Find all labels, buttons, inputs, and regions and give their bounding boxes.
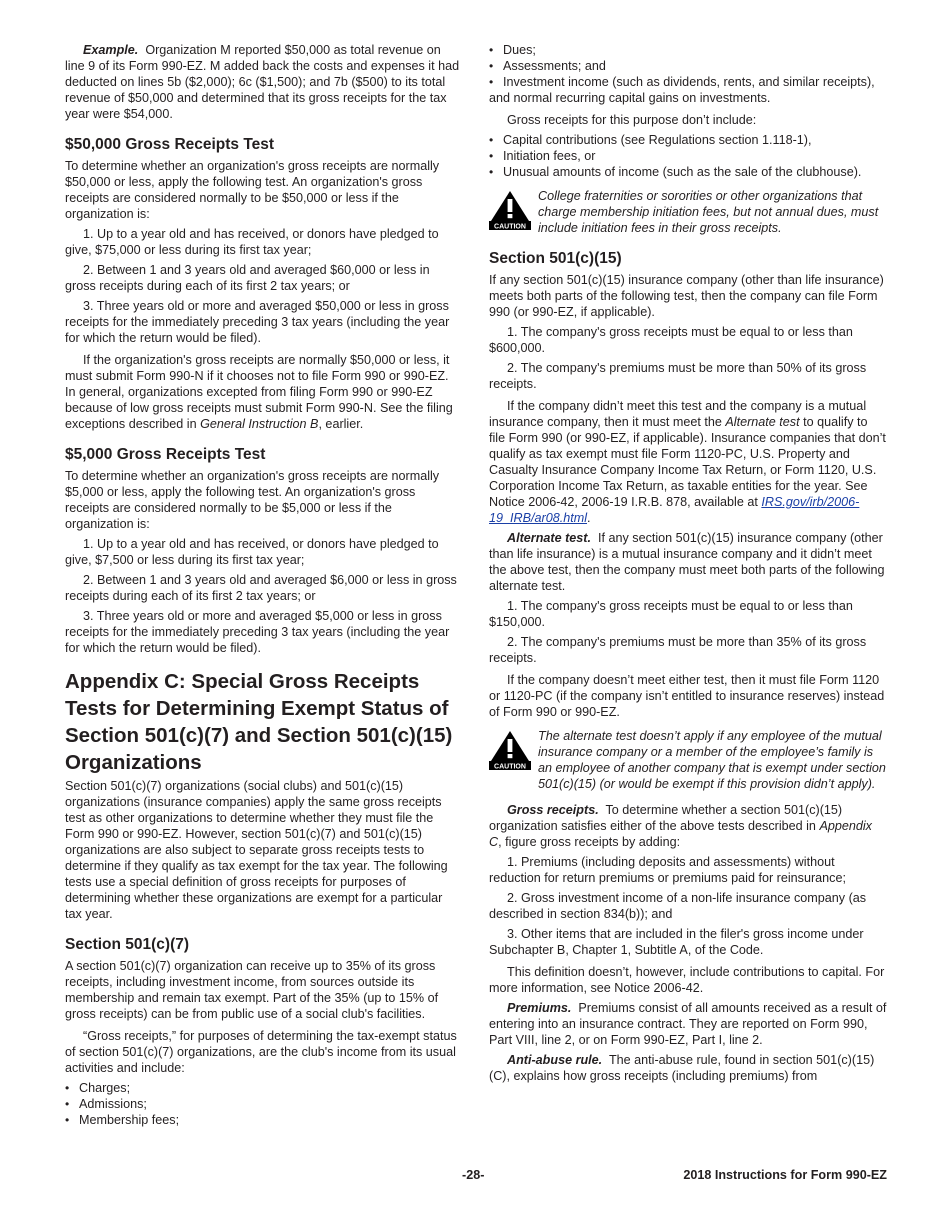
test-5k-heading: $5,000 Gross Receipts Test: [65, 446, 266, 463]
income-bullet-list-cont: [489, 42, 887, 106]
test-50k-intro: To determine whether an organization's gross receipts are normally $50,000 or less, apply the following test. An organization's gross receipts are considered normally to be $50,000 or less if the organization is:: [65, 159, 440, 221]
test-50k-item: 2. Between 1 and 3 years old and averaged $60,000 or less in gross receipts during each of its first 2 tax years; or: [65, 263, 430, 293]
section-501c7-heading: Section 501(c)(7): [65, 936, 190, 953]
list-item: • Admissions;: [65, 1096, 461, 1112]
caution-label: CAUTION: [494, 763, 526, 770]
caution-note-fraternities: [489, 188, 887, 236]
test-item: 1. The company's gross receipts must be equal to or less than $600,000.: [489, 325, 853, 355]
page-footer: [65, 1168, 887, 1186]
caution-icon: [489, 190, 531, 230]
gross-receipts-item: 3. Other items that are included in the filer's gross income under Subchapter B, Chapter 1, Subtitle A, of the Code.: [489, 927, 864, 957]
gross-receipts-item: 2. Gross investment income of a non-life insurance company (as described in section 834(b)); and: [489, 891, 867, 921]
section-501c15-intro: If any section 501(c)(15) insurance company (other than life insurance) meets both parts of the following test, then the company can file Form 990 (or 990-EZ, if applicable).: [489, 273, 884, 319]
caution-label: CAUTION: [494, 223, 526, 230]
list-item: • Charges;: [65, 1080, 461, 1096]
irs-notice-link[interactable]: IRS.gov/irb/2006-19_IRB/ar08.html: [489, 495, 860, 525]
example-lead: Example.: [83, 43, 139, 57]
anti-abuse-lead: Anti-abuse rule.: [507, 1053, 603, 1067]
alternate-test-lead: Alternate test.: [507, 531, 591, 545]
caution-note-alternate-test: [489, 728, 887, 792]
caution-text: College fraternities or sororities or other organizations that charge membership initiation fees, but not annual dues, must include initiation fees in their gross receipts.: [538, 189, 879, 235]
definition-paragraph: This definition doesn’t, however, include contributions to capital. For more information, see Notice 2006-42.: [489, 965, 885, 995]
exclusions-bullet-list: [489, 132, 887, 180]
alt-test-item: 1. The company's gross receipts must be equal to or less than $150,000.: [489, 599, 853, 629]
gross-receipts-lead: Gross receipts.: [507, 803, 599, 817]
appendix-c-ref: Appendix C: [489, 819, 872, 849]
page-number: -28-: [462, 1168, 485, 1182]
appendix-c-intro: Section 501(c)(7) organizations (social clubs) and 501(c)(15) organizations (insurance companies) apply the same gross receipts test as other organizations to determine whether they must file the Form 990 or 990-EZ. However, section 501(c)(7) and 501(c)(15) organizations are also subject to separate gross receipts tests to determine if they qualify as tax exempt for the tax year. The following tests use a special definition of gross receipts for purposes of determining whether these organizations are exempt for a particular tax year.: [65, 779, 448, 921]
neither-test-paragraph: If the company doesn’t meet either test, then it must file Form 1120 or 1120-PC (if the company isn’t entitled to insurance reserves) instead of Form 990 or 990-EZ.: [489, 673, 885, 719]
test-50k-paragraph: If the organization's gross receipts are normally $50,000 or less, it must submit Form 990-N if it chooses not to file Form 990 or 990-EZ. In general, organizations excepted from filing Form 990 or 990-EZ because of low gross receipts must submit Form 990-N. See the filing exceptions described in General Instruction B, earlier.: [65, 353, 453, 431]
section-501c7-paragraph: A section 501(c)(7) organization can receive up to 35% of its gross receipts, including investment income, from sources outside its membership and remain tax exempt. Part of the 35% (up to 15% of gross receipts) can be from public use of a social club's facilities.: [65, 959, 439, 1021]
example-text: Organization M reported $50,000 as total revenue on line 9 of its Form 990-EZ. M added back the costs and expenses it had deducted on lines 5b ($2,000); 6c ($1,500); and 7b ($500) to its total revenue of $50,000 and determined that its gross receipts for the tax year were $54,000.: [65, 43, 460, 121]
exclusions-intro: Gross receipts for this purpose don’t include:: [507, 113, 757, 127]
anti-abuse-paragraph: Anti-abuse rule. The anti-abuse rule, found in section 501(c)(15)(C), explains how gross receipts (including premiums) from: [489, 1053, 875, 1083]
test-5k-intro: To determine whether an organization's gross receipts are normally $5,000 or less, apply the following test. An organization's gross receipts are considered normally to be $5,000 or less if the organization is:: [65, 469, 440, 531]
alternate-test-paragraph: Alternate test. If any section 501(c)(15) insurance company (other than life insurance) is a mutual insurance company and it didn’t meet the above test, then the company must meet both parts of the following alternate test.: [489, 531, 885, 593]
list-item: • Unusual amounts of income (such as the sale of the clubhouse).: [489, 164, 887, 180]
example-paragraph: [65, 42, 461, 122]
caution-icon: [489, 730, 531, 770]
left-column: [65, 42, 461, 1132]
alt-test-item: 2. The company's premiums must be more than 35% of its gross receipts.: [489, 635, 867, 665]
appendix-c-heading: Appendix C: Special Gross Receipts Tests for Determining Exempt Status of Section 501(c)(7) and Section 501(c)(15) Organizations: [65, 670, 453, 774]
list-item: • Capital contributions (see Regulations section 1.118-1),: [489, 132, 887, 148]
document-title: 2018 Instructions for Form 990-EZ: [683, 1168, 887, 1182]
test-50k-item: 1. Up to a year old and has received, or donors have pledged to give, $75,000 or less during its first tax year;: [65, 227, 439, 257]
gross-receipts-paragraph: Gross receipts. To determine whether a section 501(c)(15) organization satisfies either of the above tests described in Appendix C, figure gross receipts by adding:: [489, 803, 872, 849]
test-5k-item: 1. Up to a year old and has received, or donors have pledged to give, $7,500 or less during its first tax year;: [65, 537, 439, 567]
general-instruction-ref: General Instruction B: [200, 417, 319, 431]
premiums-paragraph: Premiums. Premiums consist of all amounts received as a result of entering into an insurance contract. They are reported on Form 990, Part VIII, line 2, or on Form 990-EZ, Part I, line 2.: [489, 1001, 887, 1047]
list-item: • Membership fees;: [65, 1112, 461, 1128]
income-bullet-list: [65, 1080, 461, 1128]
list-item: • Assessments; and: [489, 58, 887, 74]
gross-receipts-definition: “Gross receipts,” for purposes of determining the tax-exempt status of section 501(c)(7) organizations, are the club's income from its usual activities and include:: [65, 1029, 457, 1075]
test-5k-item: 2. Between 1 and 3 years old and averaged $6,000 or less in gross receipts during each of its first 2 tax years; or: [65, 573, 457, 603]
section-501c15-heading: Section 501(c)(15): [489, 250, 622, 267]
list-item: • Initiation fees, or: [489, 148, 887, 164]
list-item: • Investment income (such as dividends, rents, and similar receipts), and normal recurring capital gains on investments.: [489, 74, 887, 106]
list-item: • Dues;: [489, 42, 887, 58]
caution-text: The alternate test doesn’t apply if any employee of the mutual insurance company or a member of the employee’s family is an employee of another company that is exempt under section 501(c)(15) (or would be exempt if this provision didn’t apply).: [538, 729, 886, 791]
right-column: [489, 42, 887, 1088]
alternate-test-ref: Alternate test: [725, 415, 800, 429]
test-50k-heading: $50,000 Gross Receipts Test: [65, 136, 275, 153]
test-5k-item: 3. Three years old or more and averaged $5,000 or less in gross receipts for the immediately preceding 3 tax years (including the year for which the return would be filed).: [65, 609, 450, 655]
test-50k-item: 3. Three years old or more and averaged $50,000 or less in gross receipts for the immediately preceding 3 tax years (including the year for which the return would be filed).: [65, 299, 450, 345]
premiums-lead: Premiums.: [507, 1001, 572, 1015]
mutual-insurance-paragraph: If the company didn’t meet this test and the company is a mutual insurance company, then it must meet the Alternate test to qualify to file Form 990 (or 990-EZ, if applicable). Insurance companies that don’t qualify as tax exempt must file Form 1120-PC, U.S. Property and Casualty Insurance Company Income Tax Return, or Form 1120, U.S. Corporation Income Tax Return, as taxable entities for the year. See Notice 2006-42, 2006-19 I.R.B. 878, available at IRS.gov/irb/2006-19_IRB/ar08.html.: [489, 399, 886, 525]
test-item: 2. The company's premiums must be more than 50% of its gross receipts.: [489, 361, 867, 391]
gross-receipts-item: 1. Premiums (including deposits and assessments) without reduction for return premiums or premiums paid for reinsurance;: [489, 855, 846, 885]
